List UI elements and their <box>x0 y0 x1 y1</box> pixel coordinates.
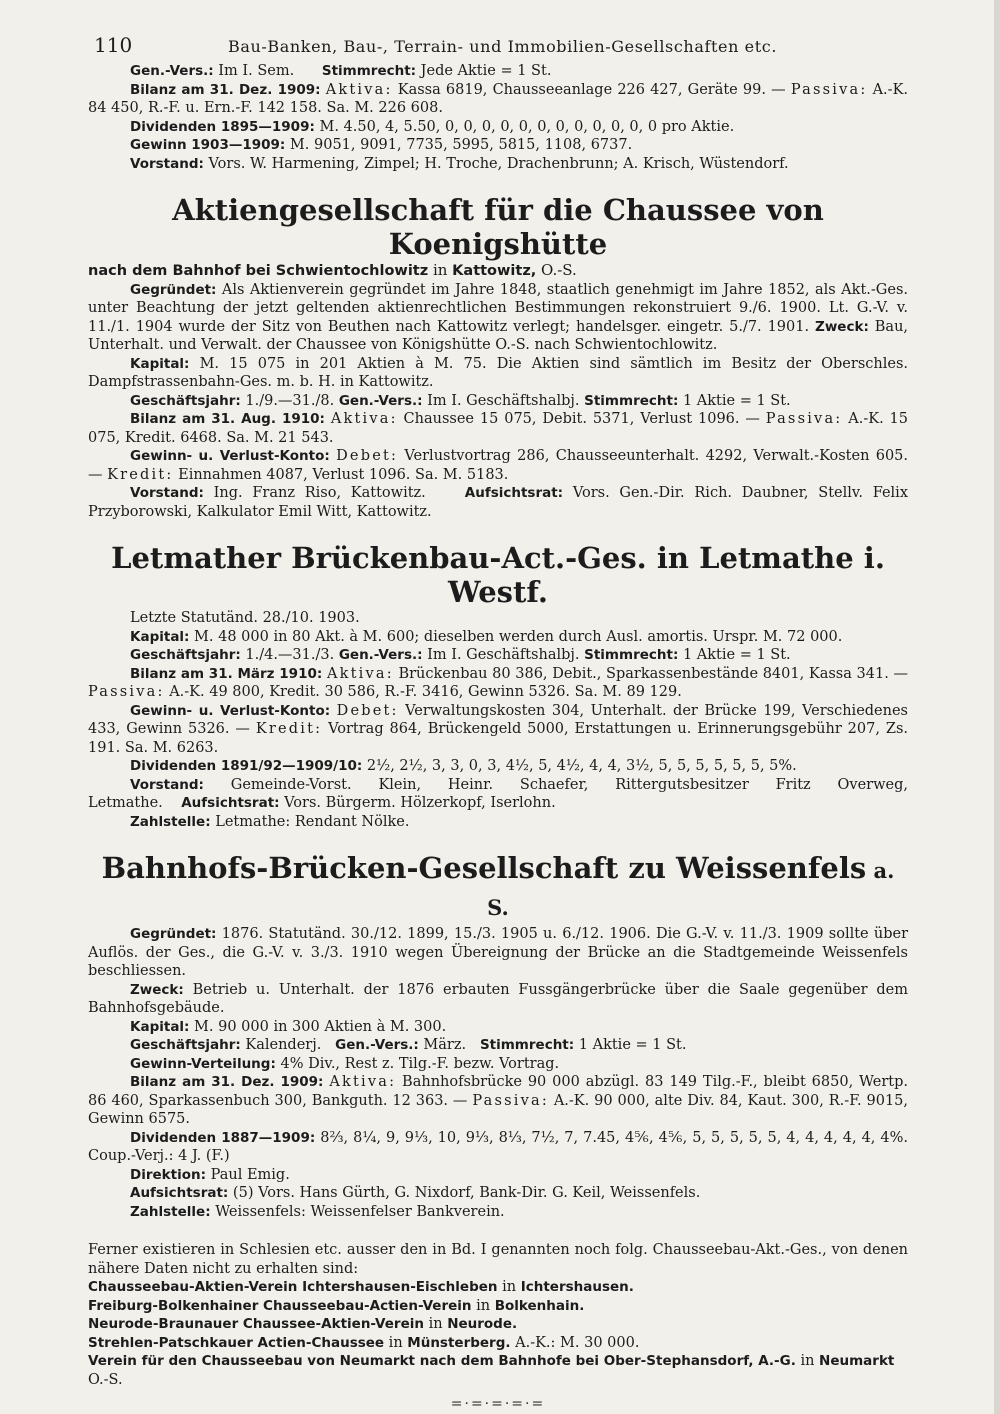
aufsichtsrat: Aufsichtsrat: (5) Vors. Hans Gürth, G. Nixdorf, Bank-Dir. G. Keil, Weissenfels. <box>130 1185 701 1201</box>
gewinn-verlust: Gewinn- u. Verlust-Konto: Debet: Verlustvortrag 286, Chausseeunterhalt. 4292, Verwalt.-Kosten 605. — Kredit: Einnahmen 4087, Verlust 1096. Sa. M. 5183. <box>88 448 909 483</box>
ferner-row: Freiburg-Bolkenhainer Chausseebau-Actien-Verein in Bolkenhain. <box>88 1297 585 1314</box>
dividenden: Dividenden 1891/92—1909/10: 2½, 2½, 3, 3, 0, 3, 4½, 5, 4½, 4, 4, 3½, 5, 5, 5, 5, 5, 5, 5%. <box>130 758 797 774</box>
ferner-intro: Ferner existieren in Schlesien etc. ausser den in Bd. I genannten noch folg. Chausseebau-Akt.-Ges., von denen nähere Daten nicht zu erhalten sind: <box>88 1242 908 1277</box>
bilanz: Bilanz am 31. Aug. 1910: Aktiva: Chaussee 15 075, Debit. 5371, Verlust 1096. — Passiva: A.-K. 15 075, Kredit. 6468. Sa. M. 21 543. <box>88 411 909 446</box>
company-title: Letmather Brückenbau-Act.-Ges. in Letmathe i. Westf. <box>111 541 885 609</box>
ferner-row: Neurode-Braunauer Chaussee-Aktien-Verein in Neurode. <box>88 1316 518 1332</box>
ferner-row: Strehlen-Patschkauer Actien-Chaussee in Münsterberg. A.-K.: M. 30 000. <box>88 1334 640 1351</box>
page-number: 110 <box>94 33 133 57</box>
gewinn-verlust: Gewinn- u. Verlust-Konto: Debet: Verwaltungskosten 304, Unterhalt. der Brücke 199, Verschiedenes 433, Gewinn 5326. — Kredit: Vortrag 864, Brückengeld 5000, Erstattungen u. Erinnerungsgebühr 207, Zs. 191. Sa. M. 6263. <box>88 702 908 756</box>
vorstand: Vorstand: Gemeinde-Vorst. Klein, Heinr. Schaefer, Rittergutsbesitzer Fritz Overweg, Letmathe. Aufsichtsrat: Vors. Bürgerm. Hölzerkopf, Iserlohn. <box>88 776 908 811</box>
page-edge <box>994 0 1000 1414</box>
ornament-divider: =·=·=·=·= <box>450 1396 546 1412</box>
prev-gen-vers: Gen.-Vers.: Im I. Sem. Stimmrecht: Jede Aktie = 1 St. <box>130 63 552 79</box>
geschaeftsjahr: Geschäftsjahr: 1./4.—31./3. Gen.-Vers.: Im I. Geschäftshalbj. Stimmrecht: 1 Aktie = 1 St. <box>130 647 791 663</box>
gegruendet: Gegründet: Als Aktienverein gegründet im Jahre 1848, staatlich genehmigt im Jahre 1852, als Akt.-Ges. unter Beachtung der jetzt geltenden aktienrechtlichen Bestimmungen rekonstruiert 9./6. 1900. Lt. G.-V. v. 11./1. 1904 wurde der Sitz von Beuthen nach Kattowitz verlegt; handelsger. eingetr. 5./7. 1901. Zweck: Bau, Unterhalt. und Verwalt. der Chaussee von Königshütte O.-S. nach Schwientochlowitz. <box>88 281 909 353</box>
entry-koenigshuette <box>88 193 908 521</box>
bilanz: Bilanz am 31. Dez. 1909: Aktiva: Bahnhofsbrücke 90 000 abzügl. 83 149 Tilg.-F., bleibt 6850, Wertp. 86 460, Sparkassenbuch 300, Bankguth. 12 363. — Passiva: A.-K. 90 000, alte Div. 84, Kaut. 300, R.-F. 9015, Gewinn 6575. <box>88 1074 909 1127</box>
geschaeftsjahr: Geschäftsjahr: 1./9.—31./8. Gen.-Vers.: Im I. Geschäftshalbj. Stimmrecht: 1 Aktie = 1 St. <box>130 392 791 409</box>
page-header <box>88 28 908 62</box>
prev-gewinn: Gewinn 1903—1909: M. 9051, 9091, 7735, 5995, 5815, 1108, 6737. <box>130 137 633 153</box>
prev-bilanz: Bilanz am 31. Dez. 1909: Aktiva: Kassa 6819, Chausseeanlage 226 427, Geräte 99. — Passiva: A.-K. 84 450, R.-F. u. Ern.-F. 142 158. Sa. M. 226 608. <box>88 81 909 116</box>
kapital: Kapital: M. 48 000 in 80 Akt. à M. 600; dieselben werden durch Ausl. amortis. Urspr. M. 72 000. <box>130 628 843 645</box>
company-title: Bahnhofs-Brücken-Gesellschaft zu Weissenfels a. S. <box>101 851 895 920</box>
vorstand: Vorstand: Ing. Franz Riso, Kattowitz. Aufsichtsrat: Vors. Gen.-Dir. Rich. Daubner, Stellv. Felix Przyborowski, Kalkulator Emil Witt, Kattowitz. <box>88 485 908 520</box>
entry-letmathe <box>88 541 908 831</box>
gewinn-verteilung: Gewinn-Verteilung: 4% Div., Rest z. Tilg.-F. bezw. Vortrag. <box>130 1055 560 1072</box>
direktion: Direktion: Paul Emig. <box>130 1166 290 1183</box>
gegruendet: Gegründet: 1876. Statutänd. 30./12. 1899, 15./3. 1905 u. 6./12. 1906. Die G.-V. v. 11./3. 1909 sollte über Auflös. der Ges., die G.-V. v. 3./3. 1910 wegen Übereignung der Brücke an die Stadtgemeinde Weissenfels beschliessen. <box>88 926 908 979</box>
ferner-section <box>88 1241 908 1414</box>
page <box>88 28 908 1414</box>
ferner-row: Chausseebau-Aktien-Verein Ichtershausen-Eischleben in Ichtershausen. <box>88 1279 634 1295</box>
ferner-row: Verein für den Chausseebau von Neumarkt nach dem Bahnhofe bei Ober-Stephansdorf, A.-G. in Neumarkt O.-S. <box>88 1353 895 1388</box>
zahlstelle: Zahlstelle: Weissenfels: Weissenfelser Bankverein. <box>130 1203 505 1220</box>
bilanz: Bilanz am 31. März 1910: Aktiva: Brückenbau 80 386, Debit., Sparkassenbestände 8401, Kassa 341. — Passiva: A.-K. 49 800, Kredit. 30 586, R.-F. 3416, Gewinn 5326. Sa. M. 89 129. <box>88 665 908 700</box>
prev-dividenden: Dividenden 1895—1909: M. 4.50, 4, 5.50, 0, 0, 0, 0, 0, 0, 0, 0, 0, 0, 0, 0 pro Aktie. <box>130 118 735 135</box>
zahlstelle: Zahlstelle: Letmathe: Rendant Nölke. <box>130 813 410 830</box>
prev-entry <box>88 62 908 173</box>
geschaeftsjahr: Geschäftsjahr: Kalenderj. Gen.-Vers.: März. Stimmrecht: 1 Aktie = 1 St. <box>130 1037 687 1053</box>
company-title: Aktiengesellschaft für die Chaussee von Koenigshütte <box>172 193 824 261</box>
zweck: Zweck: Betrieb u. Unterhalt. der 1876 erbauten Fussgängerbrücke über die Saale gegenüber dem Bahnhofsgebäude. <box>88 981 908 1016</box>
company-subtitle: nach dem Bahnhof bei Schwientochlowitz in Kattowitz, O.-S. <box>88 261 577 279</box>
kapital: Kapital: M. 90 000 in 300 Aktien à M. 300. <box>130 1018 447 1035</box>
running-title: Bau-Banken, Bau-, Terrain- und Immobilien-Gesellschaften etc. <box>228 37 778 56</box>
entry-weissenfels <box>88 851 908 1221</box>
prev-vorstand: Vorstand: Vors. W. Harmening, Zimpel; H. Troche, Drachenbrunn; A. Krisch, Wüstendorf. <box>130 155 789 172</box>
statut: Letzte Statutänd. 28./10. 1903. <box>130 610 360 626</box>
dividenden: Dividenden 1887—1909: 8⅔, 8¼, 9, 9⅓, 10, 9⅓, 8⅓, 7½, 7, 7.45, 4⅚, 4⅚, 5, 5, 5, 5, 5, 4, 4, 4, 4, 4, 4%. Coup.-Verj.: 4 J. (F.) <box>88 1129 908 1164</box>
kapital: Kapital: M. 15 075 in 201 Aktien à M. 75. Die Aktien sind sämtlich im Besitz der Oberschles. Dampfstrassenbahn-Ges. m. b. H. in Kattowitz. <box>88 355 908 390</box>
